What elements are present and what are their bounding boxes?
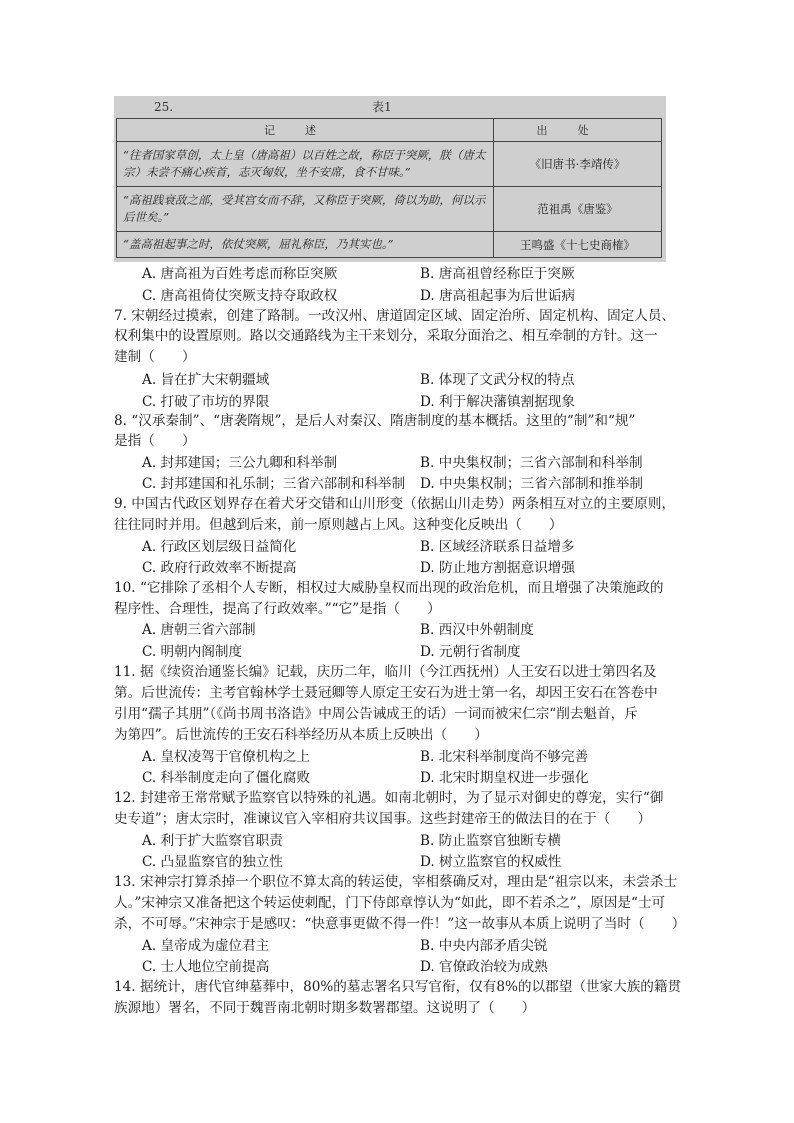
option-d: D. 树立监察官的权威性 xyxy=(420,854,562,870)
option-d: D. 唐高祖起事为后世诟病 xyxy=(420,288,575,304)
question-10-line: 程序性、合理性，提高了行政效率。”“它”是指（ ） xyxy=(114,601,441,617)
option-d: D. 中央集权制；三省六部制和推举制 xyxy=(420,476,643,492)
question-8-line: 是指（ ） xyxy=(114,433,196,449)
option-c: C. 科举制度走向了僵化腐败 xyxy=(142,770,311,786)
option-b: B. 防止监察官独断专横 xyxy=(420,833,561,849)
table-row xyxy=(117,142,662,187)
table-row xyxy=(117,187,662,232)
question-9-line: 9. 中国古代政区划界存在着犬牙交错和山川形变（依据山川走势）两条相互对立的主要原则， xyxy=(114,496,676,512)
question-10-line: 10. “它排除了丞相个人专断，相权过大威胁皇权而出现的政治危机，而且增强了决策施政的 xyxy=(114,580,664,596)
header-source: 出处 xyxy=(494,119,662,142)
question-13-line: 13. 宋神宗打算杀掉一个职位不算太高的转运使，宰相蔡确反对，理由是“祖宗以来，未尝杀士 xyxy=(114,874,678,890)
question-11-line: 为第四”。后世流传的王安石科举经历从本质上反映出（ ） xyxy=(114,727,488,743)
option-c: C. 打破了市坊的界限 xyxy=(142,394,270,410)
option-c: C. 政府行政效率不断提高 xyxy=(142,560,297,576)
header-record: 记述 xyxy=(117,119,494,142)
record-cell: “往者国家草创，太上皇（唐高祖）以百姓之故，称臣于突厥，朕（唐太宗）未尝不痛心疾首，志灭匈奴，坐不安席，食不甘味。” xyxy=(117,142,494,187)
table-title: 表1 xyxy=(372,100,392,114)
option-b: B. 体现了文武分权的特点 xyxy=(420,372,575,388)
question-14-line: 族源地）署名，不同于魏晋南北朝时期多数署郡望。这说明了（ ） xyxy=(114,1000,536,1016)
source-cell: 《旧唐书·李靖传》 xyxy=(494,142,662,187)
option-a: A. 封邦建国；三公九卿和科举制 xyxy=(142,455,338,471)
option-d: D. 利于解决藩镇割据现象 xyxy=(420,394,575,410)
option-d: D. 防止地方割据意识增强 xyxy=(420,560,575,576)
record-cell: “高祖践衰敌之部，受其宫女而不辞，又称臣于突厥，倚以为助，何以示后世矣。” xyxy=(117,187,494,232)
record-cell: “盖高祖起事之时，依仗突厥，屈礼称臣，乃其实也。” xyxy=(117,232,494,258)
option-d: D. 北宋时期皇权进一步强化 xyxy=(420,770,589,786)
question-11-line: 第。后世流传：主考官翰林学士聂冠卿等人原定王安石为进士第一名，却因王安石在答卷中 xyxy=(114,685,658,701)
option-d: D. 元朝行省制度 xyxy=(420,644,521,660)
question-12-line: 史专道”；唐太宗时，准谏议官入宰相府共议国事。这些封建帝王的做法目的在于（ ） xyxy=(114,811,652,827)
option-c: C. 封邦建国和礼乐制；三省六部制和科举制 xyxy=(142,476,406,492)
option-a: A. 利于扩大监察官职责 xyxy=(142,833,283,849)
option-a: A. 皇权凌驾于官僚机构之上 xyxy=(142,749,310,765)
question-14-line: 14. 据统计，唐代官绅墓葬中，80%的墓志署名只写官衔，仅有8%的以郡望（世家大族的籍贯 xyxy=(114,979,682,995)
option-a: A. 皇帝成为虚位君主 xyxy=(142,938,270,954)
table-row xyxy=(117,232,662,258)
table-header-row xyxy=(117,119,662,142)
option-c: C. 士人地位空前提高 xyxy=(142,959,270,975)
source-cell: 范祖禹《唐鉴》 xyxy=(494,187,662,232)
option-a: A. 旨在扩大宋朝疆域 xyxy=(142,372,270,388)
question-11-line: 11. 据《续资治通鉴长编》记载，庆历二年，临川（今江西抚州）人王安石以进士第四名及 xyxy=(114,664,657,680)
option-b: B. 中央集权制；三省六部制和科举制 xyxy=(420,455,643,471)
option-a: A. 唐高祖为百姓考虑而称臣突厥 xyxy=(142,266,338,282)
question-7-line: 7. 宋朝经过摸索，创建了路制。一改汉州、唐道固定区域、固定治所、固定机构、固定人员、 xyxy=(114,308,676,324)
option-d: D. 官僚政治较为成熟 xyxy=(420,959,548,975)
table-25-scan xyxy=(114,96,666,262)
option-a: A. 行政区划层级日益简化 xyxy=(142,539,297,555)
option-c: C. 明朝内阁制度 xyxy=(142,644,243,660)
question-8-line: 8. “汉承秦制”、“唐袭隋规”，是后人对秦汉、隋唐制度的基本概括。这里的“制”和“规” xyxy=(114,413,636,429)
option-c: C. 唐高祖倚仗突厥支持夺取政权 xyxy=(142,288,338,304)
question-12-line: 12. 封建帝王常常赋予监察官以特殊的礼遇。如南北朝时，为了显示对御史的尊宠，实行“御 xyxy=(114,790,664,806)
option-b: B. 北宋科举制度尚不够完善 xyxy=(420,749,589,765)
question-13-line: 人。”宋神宗又准备把这个转运使刺配，门下侍郎章惇认为“如此，即不若杀之”，原因是“士可 xyxy=(114,895,666,911)
question-7-line: 建制（ ） xyxy=(114,349,196,365)
question-number: 25. xyxy=(154,100,174,114)
question-9-line: 往往同时并用。但越到后来，前一原则越占上风。这种变化反映出（ ） xyxy=(114,517,563,533)
source-cell: 王鸣盛《十七史商榷》 xyxy=(494,232,662,258)
option-a: A. 唐朝三省六部制 xyxy=(142,622,256,638)
question-11-line: 引用“孺子其朋”（《尚书周书洛诰》中周公告诫成王的话）一词而被宋仁宗“削去魁首，斥 xyxy=(114,706,638,722)
question-7-line: 权利集中的设置原则。路以交通路线为主干来划分，采取分面治之、相互牵制的方针。这一 xyxy=(114,328,658,344)
option-b: B. 区域经济联系日益增多 xyxy=(420,539,575,555)
source-table xyxy=(116,118,662,258)
question-13-line: 杀，不可辱。”宋神宗于是感叹：“快意事更做不得一件！”这一故事从本质上说明了当时（ ） xyxy=(114,916,686,932)
option-c: C. 凸显监察官的独立性 xyxy=(142,854,283,870)
option-b: B. 中央内部矛盾尖锐 xyxy=(420,938,548,954)
option-b: B. 唐高祖曾经称臣于突厥 xyxy=(420,266,575,282)
option-b: B. 西汉中外朝制度 xyxy=(420,622,534,638)
